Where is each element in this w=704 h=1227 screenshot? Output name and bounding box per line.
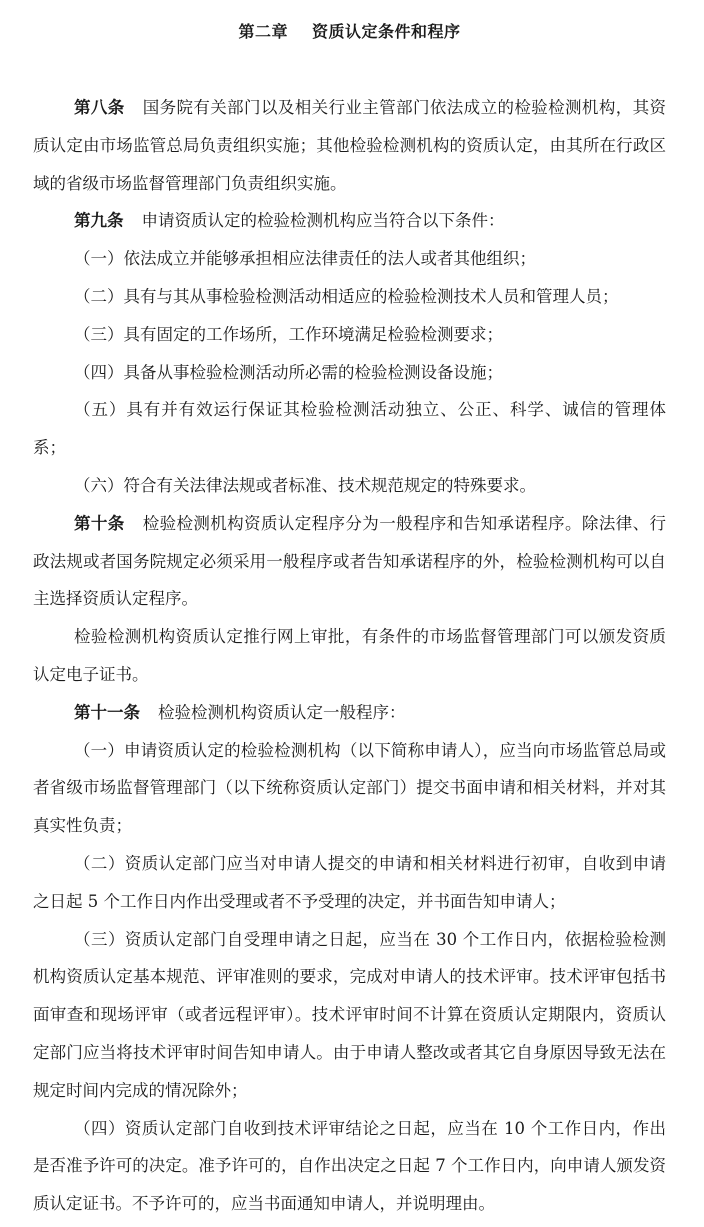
- article-heading: 第十一条: [74, 702, 140, 722]
- article-text: 检验检测机构资质认定一般程序：: [158, 702, 406, 722]
- chapter-name: 资质认定条件和程序: [312, 22, 461, 41]
- article-9: [33, 202, 666, 240]
- article-heading: 第八条: [74, 98, 125, 117]
- clause-item: （三）具有固定的工作场所，工作环境满足检验检测要求；: [74, 324, 503, 344]
- article-10-paragraph: 检验检测机构资质认定推行网上审批，有条件的市场监督管理部门可以颁发资质认定电子证书。: [33, 627, 666, 684]
- article-heading: 第九条: [74, 211, 124, 231]
- clause-item: （四）资质认定部门自收到技术评审结论之日起，应当在 10 个工作日内，作出是否准予许可的决定。准予许可的，自作出决定之日起 7 个工作日内，向申请人颁发资质认定证书。不予许可的，应当书面通知申请人，并说明理由。: [33, 1118, 666, 1214]
- article-10: [33, 505, 666, 618]
- article-text: 检验检测机构资质认定程序分为一般程序和告知承诺程序。除法律、行政法规或者国务院规定必须采用一般程序或者告知承诺程序的外，检验检测机构可以自主选择资质认定程序。: [33, 513, 667, 609]
- clause-item: （一）申请资质认定的检验检测机构（以下简称申请人），应当向市场监管总局或者省级市场监督管理部门（以下统称资质认定部门）提交书面申请和相关材料，并对其真实性负责；: [33, 740, 666, 836]
- clause-item: （一）依法成立并能够承担相应法律责任的法人或者其他组织；: [74, 249, 536, 269]
- chapter-title: [33, 20, 666, 44]
- clause-item: （五）具有并有效运行保证其检验检测活动独立、公正、科学、诚信的管理体系；: [33, 400, 666, 458]
- article-text: 国务院有关部门以及相关行业主管部门依法成立的检验检测机构，其资质认定由市场监管总局负责组织实施；其他检验检测机构的资质认定，由其所在行政区域的省级市场监督管理部门负责组织实施。: [33, 98, 667, 193]
- article-11: [33, 694, 666, 732]
- clause-item: （二）具有与其从事检验检测活动相适应的检验检测技术人员和管理人员；: [74, 286, 619, 306]
- clause-item: （四）具备从事检验检测活动所必需的检验检测设备设施；: [74, 362, 503, 382]
- article-text: 申请资质认定的检验检测机构应当符合以下条件：: [141, 211, 505, 231]
- clause-item: （二）资质认定部门应当对申请人提交的申请和相关材料进行初审，自收到申请之日起 5 个工作日内作出受理或者不予受理的决定，并书面告知申请人；: [33, 853, 666, 911]
- article-8: [33, 89, 666, 202]
- clause-item: （六）符合有关法律法规或者标准、技术规范规定的特殊要求。: [74, 475, 536, 495]
- article-heading: 第十条: [74, 513, 125, 533]
- clause-item: （三）资质认定部门自受理申请之日起，应当在 30 个工作日内，依据检验检测机构资质认定基本规范、评审准则的要求，完成对申请人的技术评审。技术评审包括书面审查和现场评审（或者远程评审）。技术评审时间不计算在资质认定期限内，资质认定部门应当将技术评审时间告知申请人。由于申请人整改或者其它自身原因导致无法在规定时间内完成的情况除外；: [33, 929, 666, 1100]
- chapter-label: 第二章: [238, 22, 288, 41]
